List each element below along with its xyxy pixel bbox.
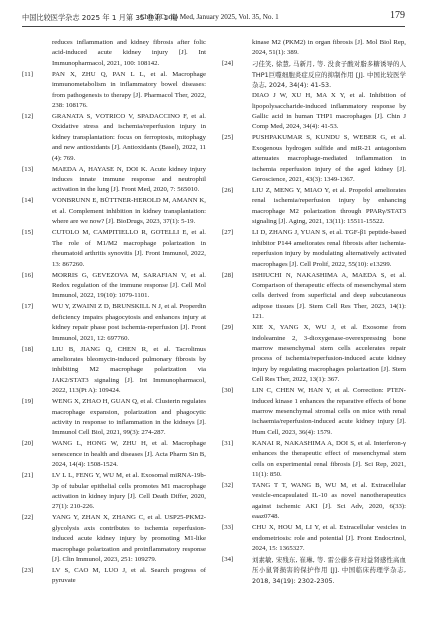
reference-entry: [22, 196, 206, 227]
reference-text: CUTOLO M, CAMPITIELLO R, GOTELLI E, et al. The role of M1/M2 macrophage polarization in rheumatoid arthritis synovitis [J]. Front Immunol, 2022, 13: 867260.: [52, 229, 206, 268]
reference-text: GRANATA S, VOTRICO V, SPADACCINO F, et al. Oxidative stress and ischemia/reperfusion injury in kidney transplantation: focus on ferroptosis, mitophagy and new antioxidants [J]. Antioxidants (Basel), 2022, 11 (4): 769.: [52, 113, 206, 162]
reference-number: [12]: [22, 113, 34, 121]
reference-entry: [22, 38, 206, 69]
reference-entry: [222, 133, 406, 185]
reference-number: [25]: [222, 134, 234, 142]
reference-number: [32]: [222, 482, 234, 489]
reference-entry: [222, 386, 406, 438]
reference-text: KANAI R, NAKASHIMA A, DOI S, et al. Interferon-γ enhances the therapeutic effect of mesenchymal stem cells on experimental renal fibrosis [J]. Sci Rep, 2021, 11(1): 850.: [252, 439, 406, 478]
reference-entry: [222, 555, 406, 586]
reference-number: [22]: [22, 514, 34, 522]
page-header: [22, 10, 405, 27]
reference-entry: [22, 271, 206, 302]
reference-entry: [22, 439, 206, 470]
reference-text: MORRIS G, GEVEZOVA M, SARAFIAN V, et al. Redox regulation of the immune response [J]. Cell Mol Immunol, 2022, 19(10): 1079-1101.: [52, 271, 206, 300]
reference-text: WU Y, ZWAINI Z D, BRUNSKILL N J, et al. Properdin deficiency impairs phagocytosis and enhances injury at kidney repair phase post ischemia-reperfusion [J]. Front Immunol, 2021, 12: 697760.: [52, 303, 206, 342]
reference-entry: [222, 59, 406, 90]
reference-number: [34]: [222, 556, 234, 564]
reference-text: LIN C, CHEN W, HAN Y, et al. Correction: PTEN-induced kinase 1 enhances the reparative effects of bone marrow mesenchymal stromal cells on mice with renal ischaemia/reperfusion-induced acute kidney injury [J]. Hum Cell, 2023, 36(4): 1579.: [252, 387, 406, 436]
reference-text: 刁佳笑, 徐慧, 马新月, 等. 没食子酸对脂多糖诱导的人THP1巨噬细胞炎症反应的抑制作用 [J]. 中国比较医学杂志, 2024, 34(4): 41-53.: [252, 60, 406, 90]
reference-entry: [222, 481, 406, 523]
reference-entry: [222, 186, 406, 228]
reference-number: [16]: [22, 271, 34, 279]
reference-text: DIAO J W, XU H, MA X Y, et al. Inhibition of lipopolysaccharide-induced inflammatory response by Gallic acid in human THP1 macrophages [J]. Chin J Comp Med, 2024, 34(4): 41-53.: [252, 92, 406, 131]
page-number: 179: [390, 10, 405, 21]
reference-column-right: [222, 38, 406, 587]
reference-entry: [222, 91, 406, 133]
reference-number: [19]: [22, 398, 34, 406]
reference-entry: [22, 165, 206, 196]
reference-text: TANG T T, WANG B, WU M, et al. Extracellular vesicle-encapsulated IL-10 as novel nanotherapeutics against ischemic AKI [J]. Sci Adv, 2020, 6(33): eaaz0748.: [252, 482, 406, 521]
reference-text: LIU Z, MENG Y, MIAO Y, et al. Propofol ameliorates renal ischemia/reperfusion injury by enhancing macrophage M2 polarization through PPARγ/STAT3 signaling [J]. Aging, 2021, 13(11): 15511-15522.: [252, 187, 406, 226]
reference-text: MAEDA A, HAYASE N, DOI K. Acute kidney injury induces innate immune response and neutrophil activation in the lung [J]. Front Med, 2020, 7: 565010.: [52, 165, 206, 194]
reference-entry: [22, 566, 206, 587]
reference-entry: [222, 271, 406, 323]
reference-column-left: [22, 38, 206, 587]
reference-number: [26]: [222, 187, 234, 195]
reference-entry: [222, 439, 406, 481]
reference-entry: [22, 471, 206, 513]
reference-number: [18]: [22, 345, 34, 353]
reference-number: [23]: [22, 567, 34, 575]
reference-text: LI D, ZHANG J, YUAN S, et al. TGF-β1 peptide-based inhibitor P144 ameliorates renal fibrosis after ischemia-reperfusion injury by modulating alternatively activated macrophages [J]. Cell Prolif, 2022, 55(10): e13299.: [252, 229, 406, 268]
reference-entry: [222, 228, 406, 270]
reference-number: [30]: [222, 387, 234, 395]
reference-number: [20]: [22, 440, 34, 448]
reference-entry: [22, 70, 206, 112]
reference-number: [14]: [22, 197, 34, 205]
reference-text: PAN X, ZHU Q, PAN L L, et al. Macrophage immunometabolism in inflammatory bowel diseases: from pathogenesis to therapy [J]. Pharmacol Ther, 2022, 238: 108176.: [52, 70, 206, 110]
reference-text: LV S, CAO M, LUO J, et al. Search progress of pyruvate: [52, 567, 206, 585]
reference-number: [33]: [222, 524, 234, 532]
reference-entry: [222, 38, 406, 59]
reference-entry: [222, 323, 406, 385]
journal-name-cn: 中国比较医学杂志 2025 年 1 月第 35 卷第 1 期: [22, 13, 178, 22]
reference-text: LIU B, JIANG Q, CHEN R, et al. Tacrolimus ameliorates bleomycin-induced pulmonary fibrosis by inhibiting M2 macrophage polarization via JAK2/STAT3 signaling [J]. Int Immunopharmacol, 2022, 113(Pt A): 109424.: [52, 345, 206, 395]
reference-text: WENG X, ZHAO H, GUAN Q, et al. Clusterin regulates macrophage expansion, polarization and phagocytic activity in response to inflammation in the kidneys [J]. Immunol Cell Biol, 2021, 99(3): 274-287.: [52, 398, 206, 437]
reference-text: PUSHPAKUMAR S, KUNDU S, WEBER G, et al. Exogenous hydrogen sulfide and miR-21 antagonism attenuates macrophage-mediated inflammation in ischemia reperfusion injury of the aged kidney [J]. Geroscience, 2021, 43(3): 1349-1367.: [252, 134, 406, 184]
reference-number: [31]: [222, 439, 234, 447]
reference-text: reduces inflammation and kidney fibrosis after folic acid-induced acute kidney injury [J]. Int Immunopharmacol, 2021, 100: 108142.: [52, 39, 206, 67]
reference-number: [17]: [22, 303, 34, 311]
reference-text: VONBRUNN E, BÜTTNER-HEROLD M, AMANN K, et al. Complement inhibition in kidney transplantation: where are we now? [J]. BioDrugs, 2023, 37(1): 5-19.: [52, 197, 206, 226]
reference-text: YANG Y, ZHAN X, ZHANG C, et al. USP25-PKM2-glycolysis axis contributes to ischemia reperfusion-induced acute kidney injury by promoting M1-like macrophage polarization and proinflammatory response [J]. Clin Immunol, 2023, 251: 109279.: [52, 514, 206, 564]
reference-text: XIE X, YANG X, WU J, et al. Exosome from indoleamine 2, 3-dioxygenase-overexpressing bone marrow mesenchymal stem cells accelerates repair process of ischemia/reperfusion-induced acute kidney injury by regulating macrophages polarization [J]. Stem Cell Res Ther, 2022, 13(1): 367.: [252, 324, 406, 384]
reference-text: ISHIUCHI N, NAKASHIMA A, MAEDA S, et al. Comparison of therapeutic effects of mesenchymal stem cells derived from superficial and deep subcutaneous adipose tissues [J]. Stem Cell Res Ther, 2023, 14(1): 121.: [252, 271, 406, 321]
reference-entry: [22, 302, 206, 344]
reference-text: 刘素敏, 宋残东, 崔琳, 等. 雷公藤多苷对益肾感性高血压小鼠肾损害的保护作用 [J]. 中国临床药理学杂志, 2018, 34(19): 2302-2305.: [252, 556, 406, 585]
reference-entry: [22, 397, 206, 439]
reference-entry: [22, 345, 206, 397]
reference-number: [29]: [222, 324, 234, 332]
reference-text: kinase M2 (PKM2) in organ fibrosis [J]. Mol Biol Rep, 2024, 51(1): 389.: [252, 39, 406, 57]
reference-number: [11]: [22, 70, 33, 78]
journal-issue-en: Chin J Comp Med, January 2025, Vol. 35, No. 1: [140, 13, 279, 21]
reference-text: WANG L, HONG W, ZHU H, et al. Macrophage senescence in health and diseases [J]. Acta Pharm Sin B, 2024, 14(4): 1508-1524.: [52, 440, 206, 469]
reference-number: [21]: [22, 472, 34, 480]
reference-number: [24]: [222, 60, 234, 68]
reference-entry: [22, 513, 206, 565]
reference-number: [15]: [22, 229, 34, 237]
reference-text: CHU X, HOU M, LI Y, et al. Extracellular vesicles in endometriosis: role and potential [J]. Front Endocrinol, 2024, 15: 1365327.: [252, 524, 406, 553]
reference-number: [27]: [222, 229, 234, 237]
reference-entry: [22, 112, 206, 164]
reference-entry: [22, 228, 206, 270]
reference-text: LV L L, FENG Y, WU M, et al. Exosomal miRNA-19b-3p of tubular epithelial cells promotes M1 macrophage activation in kidney injury [J]. Cell Death Differ, 2020, 27(1): 210-226.: [52, 472, 206, 511]
reference-number: [13]: [22, 165, 34, 173]
reference-entry: [222, 523, 406, 554]
reference-number: [28]: [222, 271, 234, 279]
